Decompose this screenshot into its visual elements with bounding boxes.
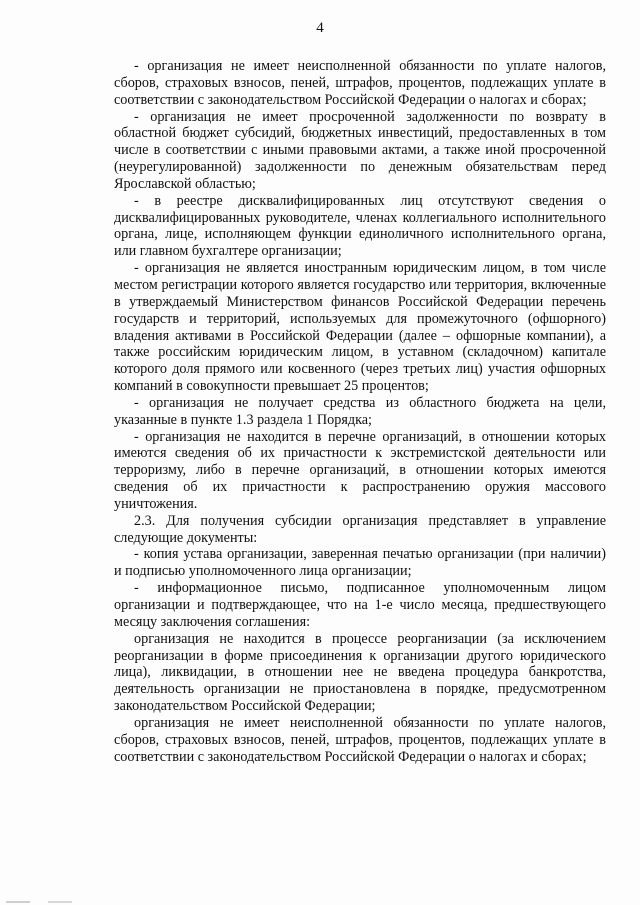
paragraph-charter-copy: - копия устава организации, заверенная печатью организации (при наличии) и подписью уполномоченного лица организации;: [114, 546, 606, 580]
paragraph-tax-obligations: - организация не имеет неисполненной обязанности по уплате налогов, сборов, страховых взносов, пеней, штрафов, процентов, подлежащих уплате в соответствии с законодательством Российской Федерации о налогах и сборах;: [114, 58, 606, 108]
paragraph-extremism-list: - организация не находится в перечне организаций, в отношении которых имеются сведения об их причастности к экстремистской деятельности или терроризму, либо в перечне организаций, в отношении которых имеются сведения об их причастности к распространению оружия массового уничтожения.: [114, 428, 606, 512]
scan-artifact: [6, 901, 126, 903]
paragraph-tax-obligations-repeat: организация не имеет неисполненной обязанности по уплате налогов, сборов, страховых взносов, пеней, штрафов, процентов, подлежащих уплате в соответствии с законодательством Российской Федерации о налогах и сборах;: [114, 714, 606, 765]
paragraph-disqualified-registry: - в реестре дисквалифицированных лиц отсутствуют сведения о дисквалифицированных руководителе, членах коллегиального исполнительного органа, лице, исполняющем функции единоличного исполнительного органа, или главном бухгалтере организации;: [114, 192, 606, 260]
paragraph-info-letter: - информационное письмо, подписанное уполномоченным лицом организации и подтверждающее, что на 1-е число месяца, предшествующего месяцу заключения соглашения:: [114, 580, 606, 630]
page-number: 4: [316, 20, 324, 36]
paragraph-overdue-debt: - организация не имеет просроченной задолженности по возврату в областной бюджет субсидий, бюджетных инвестиций, предоставленных в том числе в соответствии с иными правовыми актами, а также иной просроченной (неурегулированной) задолженности по денежным обязательствам перед Ярославской областью;: [114, 108, 606, 192]
paragraph-section-2-3: 2.3. Для получения субсидии организация представляет в управление следующие документы:: [114, 512, 606, 546]
paragraph-foreign-entity: - организация не является иностранным юридическим лицом, в том числе местом регистрации которого является государство или территория, включенные в утверждаемый Министерством финансов Российской Федерации перечень государств и территорий, используемых для промежуточного (офшорного) владения активами в Российской Федерации (далее – офшорные компании), а также российским юридическим лицом, в уставном (складочном) капитале которого доля прямого или косвенного (через третьих лиц) участия офшорных компаний в совокупности превышает 25 процентов;: [114, 260, 606, 395]
paragraph-reorganization: организация не находится в процессе реорганизации (за исключением реорганизации в форме присоединения к организации другого юридического лица), ликвидации, в отношении нее не введена процедура банкротства, деятельность организации не приостановлена в порядке, предусмотренном законодательством Российской Федерации;: [114, 630, 606, 715]
document-body: [114, 58, 606, 765]
paragraph-budget-funds: - организация не получает средства из областного бюджета на цели, указанные в пункте 1.3 раздела 1 Порядка;: [114, 394, 606, 428]
